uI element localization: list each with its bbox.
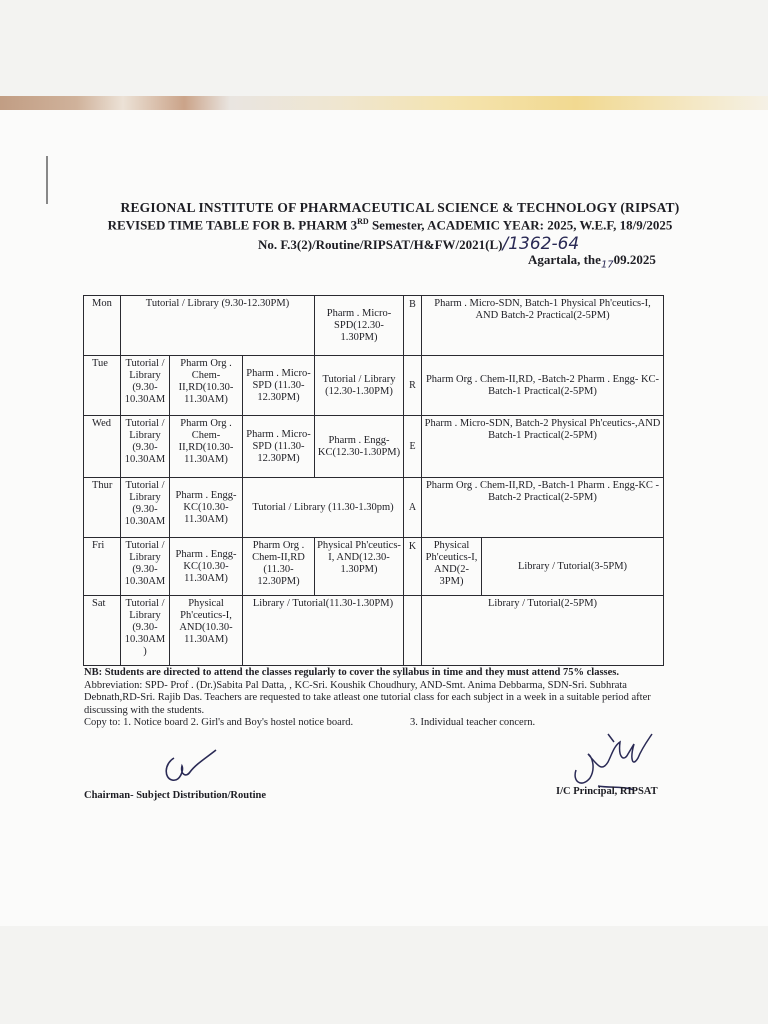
cell: Tutorial / Library (11.30-1.30pm) (243, 478, 404, 538)
abbreviation-note: Abbreviation: SPD- Prof . (Dr.)Sabita Pal Datta, , KC-Sri. Koushik Choudhury, AND-Smt. Anima Debbarma, SDN-Sri. Subhrata Debnath,RD-Sri. Rajib Das. Teachers are requested to take atleast one tutorial class for each subject in a week in a suitable period after discussing with the students. (84, 679, 651, 716)
notes-section (84, 667, 684, 730)
row-wed (84, 416, 664, 478)
cell: Tutorial / Library (9.30-12.30PM) (121, 296, 315, 356)
title-sup: RD (357, 217, 369, 226)
timetable-title (100, 217, 680, 233)
cell: Pharm . Micro-SPD (11.30-12.30PM) (243, 416, 315, 478)
institute-name: REGIONAL INSTITUTE OF PHARMACEUTICAL SCIENCE & TECHNOLOGY (RIPSAT) (120, 200, 680, 215)
punch-hole-mark (46, 156, 56, 204)
cell: Tutorial / Library (9.30-10.30AM (121, 356, 170, 416)
place-date (528, 252, 656, 271)
place-post: 09.2025 (613, 252, 656, 267)
title-pre: REVISED TIME TABLE FOR B. PHARM 3 (107, 217, 358, 233)
cell: Pharm . Engg-KC(10.30-11.30AM) (170, 538, 243, 596)
place-pre: Agartala, the (528, 252, 601, 267)
nb-note: NB: Students are directed to attend the classes regularly to cover the syllabus in time and they must attend 75% classes. (84, 667, 619, 678)
ref-no: No. F.3(2)/Routine/RIPSAT/H&FW/2021(L) (258, 237, 503, 252)
cell: Pharm Org . Chem-II,RD, -Batch-1 Pharm . Engg-KC - Batch-2 Practical(2-5PM) (422, 478, 664, 538)
ref-handwritten: /1362-64 (502, 234, 580, 254)
cell: Pharm . Micro-SPD (11.30-12.30PM) (243, 356, 315, 416)
chairman-signature (160, 748, 220, 793)
row-sat (84, 596, 664, 666)
cell: Pharm . Engg-KC(12.30-1.30PM) (315, 416, 404, 478)
title-post: Semester, ACADEMIC YEAR: 2025, W.E.F, 18/9/2025 (368, 217, 673, 233)
scan-top-strip (0, 96, 768, 110)
timetable (83, 295, 664, 666)
break-cell (404, 596, 422, 666)
cell: Pharm . Micro-SPD(12.30-1.30PM) (315, 296, 404, 356)
cell: Library / Tutorial(2-5PM) (422, 596, 664, 666)
cell: Tutorial / Library (12.30-1.30PM) (315, 356, 404, 416)
break-letter: R (404, 356, 422, 416)
copy-to-1: Copy to: 1. Notice board 2. Girl's and Boy's hostel notice board. (84, 717, 354, 728)
row-tue (84, 356, 664, 416)
cell: Pharm Org . Chem-II,RD(10.30-11.30AM) (170, 416, 243, 478)
date-handwritten: 17 (600, 259, 614, 271)
cell: Pharm . Micro-SDN, Batch-2 Physical Ph'ceutics-,AND Batch-1 Practical(2-5PM) (422, 416, 664, 478)
break-letter: K (404, 538, 422, 596)
cell: Tutorial / Library (9.30-10.30AM ) (121, 596, 170, 666)
day-label: Sat (84, 596, 121, 666)
cell: Pharm Org . Chem-II,RD (11.30-12.30PM) (243, 538, 315, 596)
break-letter: E (404, 416, 422, 478)
cell: Pharm . Micro-SDN, Batch-1 Physical Ph'ceutics-I, AND Batch-2 Practical(2-5PM) (422, 296, 664, 356)
cell: Tutorial / Library (9.30-10.30AM (121, 416, 170, 478)
cell: Pharm . Engg-KC(10.30-11.30AM) (170, 478, 243, 538)
cell: Tutorial / Library (9.30-10.30AM (121, 478, 170, 538)
row-mon (84, 296, 664, 356)
day-label: Fri (84, 538, 121, 596)
cell: Pharm Org . Chem-II,RD(10.30-11.30AM) (170, 356, 243, 416)
cell: Pharm Org . Chem-II,RD, -Batch-2 Pharm . Engg- KC- Batch-1 Practical(2-5PM) (422, 356, 664, 416)
cell: Tutorial / Library (9.30-10.30AM (121, 538, 170, 596)
day-label: Tue (84, 356, 121, 416)
day-label: Thur (84, 478, 121, 538)
copy-to-2: 3. Individual teacher concern. (410, 717, 536, 728)
day-label: Wed (84, 416, 121, 478)
row-thu (84, 478, 664, 538)
cell: Physical Ph'ceutics-I, AND(2-3PM) (422, 538, 482, 596)
principal-label: I/C Principal, RIPSAT (556, 786, 658, 797)
cell: Physical Ph'ceutics-I, AND(10.30-11.30AM) (170, 596, 243, 666)
day-label: Mon (84, 296, 121, 356)
break-letter: B (404, 296, 422, 356)
cell: Library / Tutorial(11.30-1.30PM) (243, 596, 404, 666)
break-letter: A (404, 478, 422, 538)
chairman-label: Chairman- Subject Distribution/Routine (84, 790, 267, 801)
cell: Physical Ph'ceutics-I, AND(12.30-1.30PM) (315, 538, 404, 596)
row-fri (84, 538, 664, 596)
cell: Library / Tutorial(3-5PM) (482, 538, 664, 596)
reference-number (258, 234, 579, 254)
